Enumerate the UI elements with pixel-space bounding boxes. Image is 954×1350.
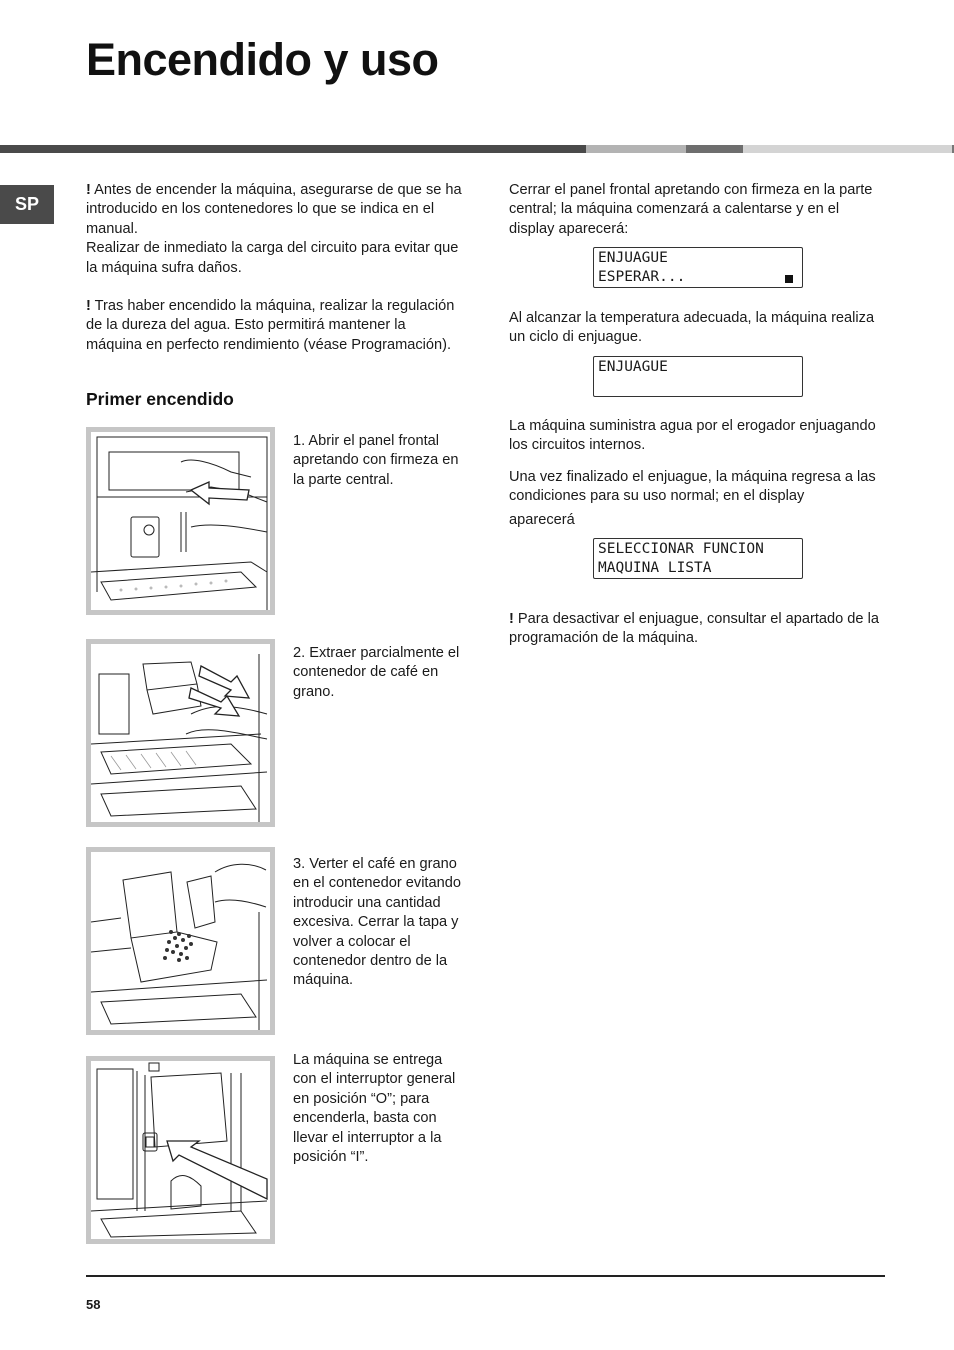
illustration-extract-container xyxy=(91,644,270,822)
display-rinse-wait xyxy=(593,247,803,288)
step-1-text: 1. Abrir el panel frontal apretando con firmeza en la parte central. xyxy=(293,433,459,488)
section-heading: Primer encendido xyxy=(86,389,234,409)
header-bar-pale xyxy=(743,145,952,153)
warning-text: Tras haber encendido la máquina, realizar la regulación de la dureza del agua. Esto permitirá mantener la máquina en perfecto rendimiento (véase Programación). xyxy=(86,298,455,353)
header-bar-mid xyxy=(686,145,743,153)
display-line-2: ESPERAR... xyxy=(598,269,686,285)
warning-mark: ! xyxy=(86,298,91,314)
figure-pour-coffee-beans xyxy=(86,847,275,1035)
display-line-1: SELECCIONAR FUNCION xyxy=(598,541,764,557)
footer-rule xyxy=(86,1275,885,1277)
warning-mark: ! xyxy=(86,182,91,198)
text-rinse-finished-a: Una vez finalizado el enjuague, la máquina regresa a las condiciones para su uso normal; en el display xyxy=(509,469,876,505)
display-line-2: MAQUINA LISTA xyxy=(598,560,712,576)
figure-open-front-panel xyxy=(86,427,275,615)
step-3-text: 3. Verter el café en grano en el contenedor evitando introducir una cantidad excesiva. Cerrar la tapa y volver a colocar el contenedor dentro de la máquina. xyxy=(293,856,461,989)
header-bar-dark xyxy=(0,145,586,153)
warning-text-2: Realizar de inmediato la carga del circuito para evitar que la máquina sufra daños. xyxy=(86,240,459,276)
header-bar-light xyxy=(586,145,686,153)
warning-disable-rinse xyxy=(509,610,885,649)
display-line-1: ENJUAGUE xyxy=(598,250,668,266)
page-number: 58 xyxy=(86,1297,101,1312)
text-rinse-finished xyxy=(509,468,879,530)
display-rinse xyxy=(593,356,803,397)
warning-text: Antes de encender la máquina, asegurarse de que se ha introducido en los contenedores lo que se indica en el manual. xyxy=(86,182,462,237)
display-select-function xyxy=(593,538,803,579)
warning-before-start xyxy=(86,181,466,278)
figure-extract-coffee-container xyxy=(86,639,275,827)
warning-mark: ! xyxy=(509,611,514,627)
text-water-dispensed: La máquina suministra agua por el erogador enjuagando los circuitos internos. xyxy=(509,418,876,454)
step-2-text: 2. Extraer parcialmente el contenedor de café en grano. xyxy=(293,645,460,700)
display-line-1: ENJUAGUE xyxy=(598,359,668,375)
step-4-text: La máquina se entrega con el interruptor general en posición “O”; para encenderla, basta con llevar el interruptor a la posición “I”. xyxy=(293,1052,456,1166)
text-rinse-finished-b: aparecerá xyxy=(509,511,575,528)
display-cursor-block xyxy=(785,275,793,283)
text-close-panel: Cerrar el panel frontal apretando con firmeza en la parte central; la máquina comenzará a calentarse y en el display aparecerá: xyxy=(509,182,873,237)
illustration-pour-beans xyxy=(91,852,270,1030)
warning-water-hardness xyxy=(86,297,456,355)
figure-main-switch xyxy=(86,1056,275,1244)
illustration-open-panel xyxy=(91,432,270,610)
language-tab: SP xyxy=(0,185,54,224)
warning-text: Para desactivar el enjuague, consultar el apartado de la programación de la máquina. xyxy=(509,611,879,647)
page-title: Encendido y uso xyxy=(86,34,439,85)
text-temperature-reached: Al alcanzar la temperatura adecuada, la máquina realiza un ciclo di enjuague. xyxy=(509,310,875,346)
illustration-main-switch xyxy=(91,1061,270,1239)
